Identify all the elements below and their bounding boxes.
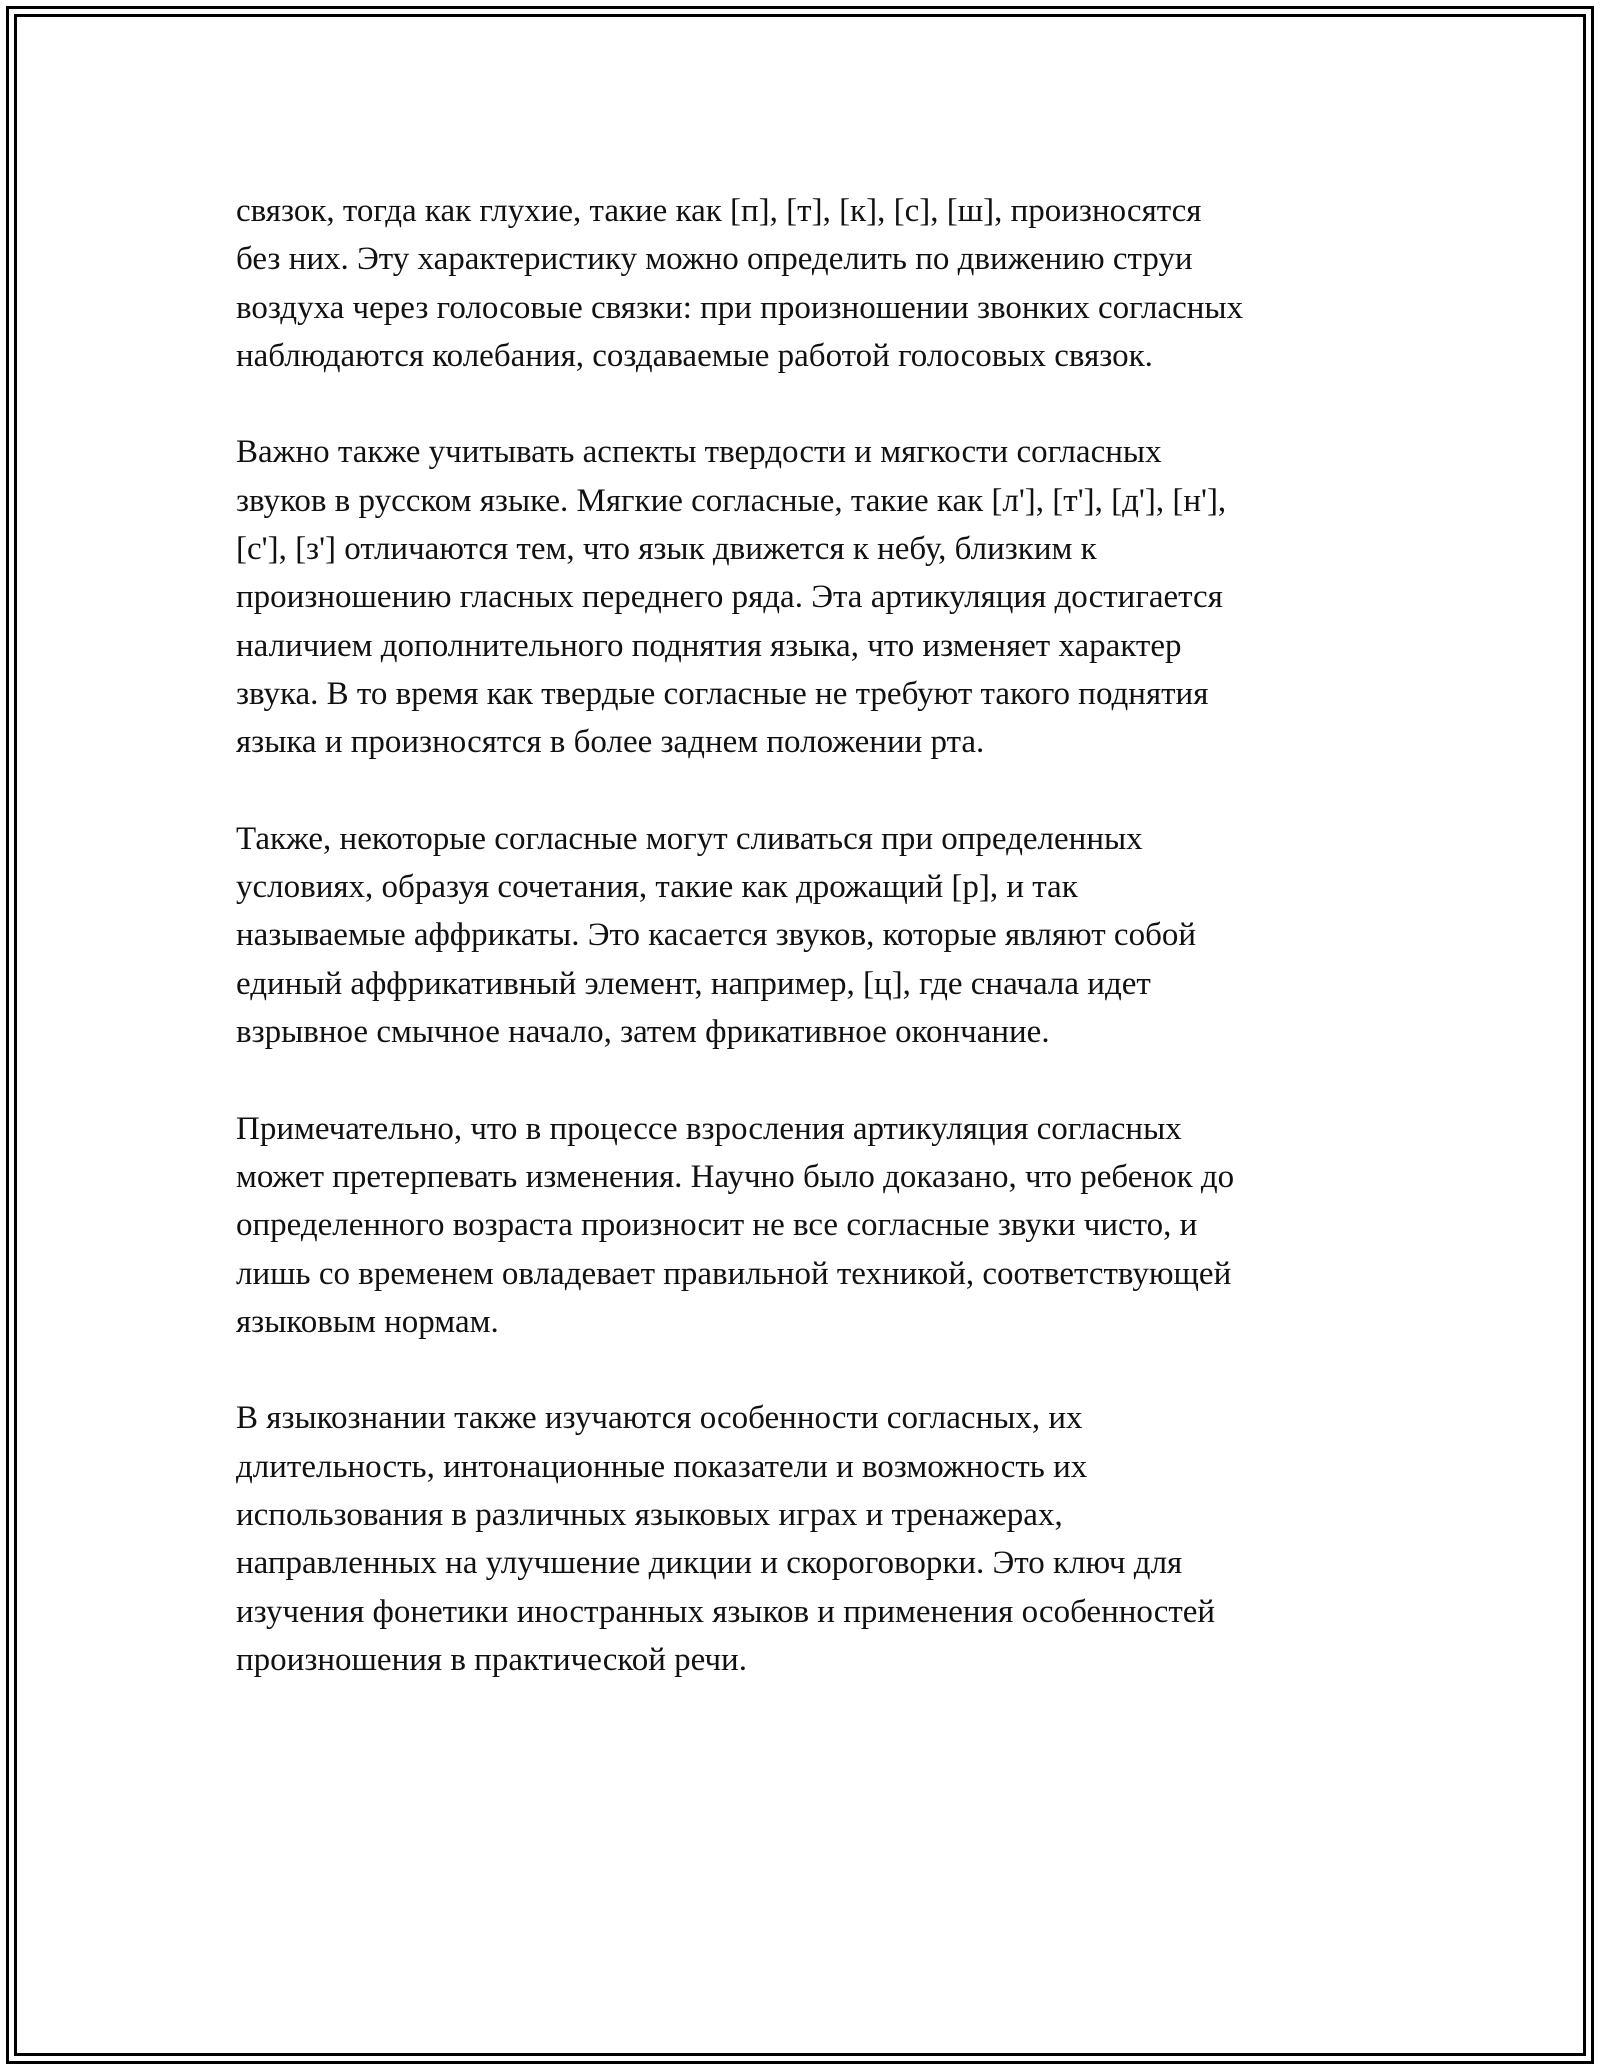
text-line: языковым нормам.: [236, 1303, 499, 1340]
text-line: единый аффрикативный элемент, например, [ц], где сначала идет: [236, 965, 1151, 1002]
paragraph-4: [236, 1105, 1386, 1346]
text-line: наблюдаются колебания, создаваемые работой голосовых связок.: [236, 337, 1153, 374]
text-line: звука. В то время как твердые согласные не требуют такого поднятия: [236, 675, 1209, 712]
text-line: произношения в практической речи.: [236, 1641, 747, 1678]
text-line: [с'], [з'] отличаются тем, что язык движется к небу, близким к: [236, 531, 1097, 568]
text-line: направленных на улучшение дикции и скороговорки. Это ключ для: [236, 1545, 1183, 1582]
text-line: определенного возраста произносит не все согласные звуки чисто, и: [236, 1207, 1198, 1244]
text-line: В языкознании также изучаются особенности согласных, их: [236, 1400, 1083, 1437]
text-line: воздуха через голосовые связки: при произношении звонких согласных: [236, 289, 1244, 326]
text-line: связок, тогда как глухие, такие как [п], [т], [к], [с], [ш], произносятся: [236, 193, 1202, 229]
text-line: Также, некоторые согласные могут сливаться при определенных: [236, 820, 1143, 857]
text-line: называемые аффрикаты. Это касается звуков, которые являют собой: [236, 917, 1197, 954]
paragraph-2: [236, 428, 1386, 766]
text-line: наличием дополнительного поднятия языка, что изменяет характер: [236, 627, 1182, 664]
text-line: лишь со временем овладевает правильной техникой, соответствующей: [236, 1255, 1232, 1292]
text-line: без них. Эту характеристику можно определить по движению струи: [236, 241, 1193, 278]
text-line: может претерпевать изменения. Научно было доказано, что ребенок до: [236, 1158, 1235, 1195]
text-line: условиях, образуя сочетания, такие как дрожащий [р], и так: [236, 869, 1078, 906]
document-body: [236, 187, 1386, 1733]
text-line: языка и произносятся в более заднем положении рта.: [236, 724, 985, 761]
paragraph-3: [236, 815, 1386, 1056]
text-line: изучения фонетики иностранных языков и применения особенностей: [236, 1593, 1216, 1630]
text-line: длительность, интонационные показатели и возможность их: [236, 1448, 1088, 1485]
text-line: произношению гласных переднего ряда. Эта артикуляция достигается: [236, 579, 1223, 616]
text-line: Важно также учитывать аспекты твердости и мягкости согласных: [236, 434, 1162, 471]
paragraph-1: [236, 187, 1386, 380]
text-line: взрывное смычное начало, затем фрикативное окончание.: [236, 1014, 1050, 1051]
text-line: звуков в русском языке. Мягкие согласные, такие как [л'], [т'], [д'], [н'],: [236, 482, 1227, 519]
text-line: использования в различных языковых играх и тренажерах,: [236, 1497, 1063, 1534]
text-line: Примечательно, что в процессе взросления артикуляция согласных: [236, 1110, 1182, 1147]
paragraph-5: [236, 1394, 1386, 1684]
